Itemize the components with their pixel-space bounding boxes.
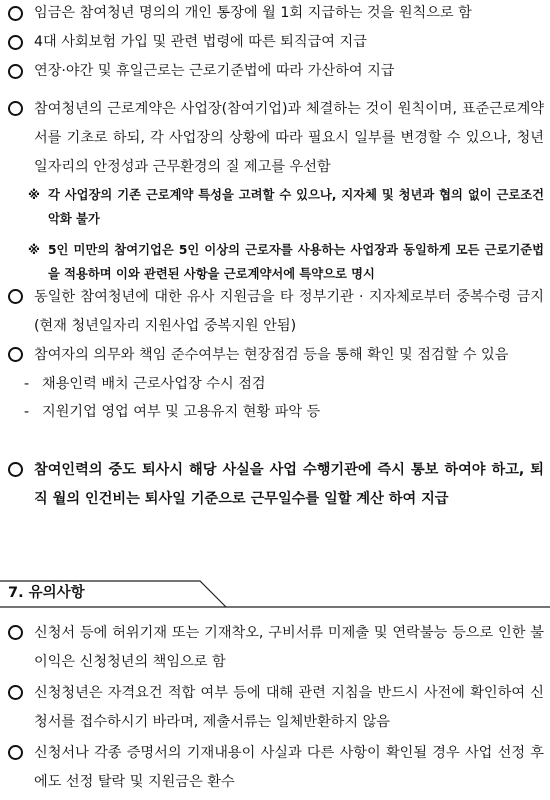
note-mark: ※: [28, 188, 40, 202]
note-item: ※ 5인 미만의 참여기업은 5인 이상의 근로자를 사용하는 사업장과 동일하게 모든 근로기준법을 적용하며 이와 관련된 사항을 근로계약서에 특약으로 명시: [8, 238, 544, 286]
list-item: 참여청년의 근로계약은 사업장(참여기업)과 체결하는 것이 원칙이며, 표준근로계약서를 기초로 하되, 각 사업장의 상황에 따라 필요시 일부를 변경할 수 있으나, 청년 일자리의 안정성과 근무환경의 질 제고를 우선함: [8, 95, 544, 182]
note-item: ※ 각 사업장의 기존 근로계약 특성을 고려할 수 있으나, 지자체 및 청년과 협의 없이 근로조건 악화 불가: [8, 183, 544, 231]
duplicate-block: [8, 283, 544, 341]
contract-block: [8, 95, 544, 286]
section-title: 7. 유의사항: [8, 585, 85, 601]
circle-bullet-icon: [8, 289, 23, 304]
note-mark: ※: [28, 243, 40, 257]
wage-items: [8, 0, 544, 84]
list-item: 연장·야간 및 휴일근로는 근로기준법에 따라 가산하여 지급: [8, 58, 544, 84]
circle-bullet-icon: [8, 35, 23, 50]
resign-block: [8, 456, 544, 514]
circle-bullet-icon: [8, 64, 23, 79]
list-item: 신청서 등에 허위기재 또는 기재착오, 구비서류 미제출 및 연락불능 등으로 인한 불이익은 신청청년의 책임으로 함: [8, 619, 544, 677]
duty-block: [8, 341, 544, 425]
list-item: 참여자의 의무와 책임 준수여부는 현장점검 등을 통해 확인 및 점검할 수 있음: [8, 341, 544, 370]
section-header: [0, 580, 550, 606]
circle-bullet-icon: [8, 685, 23, 700]
circle-bullet-icon: [8, 745, 23, 760]
notices-block: [8, 619, 544, 797]
list-item: 신청청년은 자격요건 적합 여부 등에 대해 관련 지침을 반드시 사전에 확인하여 신청서를 접수하시기 바라며, 제출서류는 일체반환하지 않음: [8, 679, 544, 737]
list-item: 임금은 참여청년 명의의 개인 통장에 월 1회 지급하는 것을 원칙으로 함: [8, 0, 544, 26]
circle-bullet-icon: [8, 101, 23, 116]
sub-item: - 지원기업 영업 여부 및 고용유지 현황 파악 등: [24, 404, 321, 420]
circle-bullet-icon: [8, 462, 23, 477]
list-item: 참여인력의 중도 퇴사시 해당 사실을 사업 수행기관에 즉시 통보 하여야 하고, 퇴직 월의 인건비는 퇴사일 기준으로 근무일수를 일할 계산 하여 지급: [8, 456, 544, 514]
circle-bullet-icon: [8, 347, 23, 362]
sub-item: - 채용인력 배치 근로사업장 수시 점검: [24, 376, 266, 392]
circle-bullet-icon: [8, 6, 23, 21]
list-item: 동일한 참여청년에 대한 유사 지원금을 타 정부기관 · 지자체로부터 중복수령 금지(현재 청년일자리 지원사업 중복지원 안됨): [8, 283, 544, 341]
list-item: 신청서나 각종 증명서의 기재내용이 사실과 다른 사항이 확인될 경우 사업 선정 후에도 선정 탈락 및 지원금은 환수: [8, 739, 544, 797]
list-item: 4대 사회보험 가입 및 관련 법령에 따른 퇴직급여 지급: [8, 29, 544, 55]
circle-bullet-icon: [8, 625, 23, 640]
